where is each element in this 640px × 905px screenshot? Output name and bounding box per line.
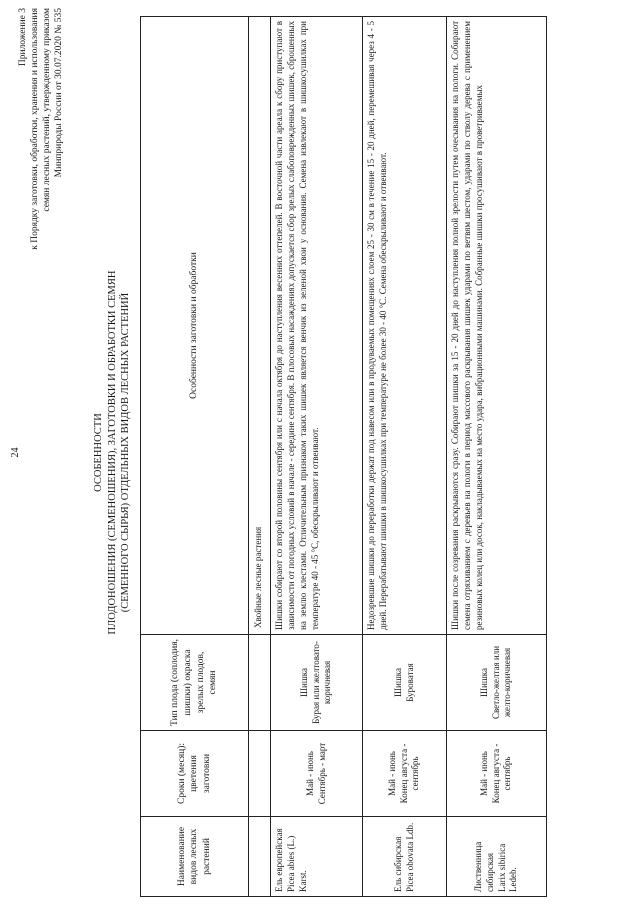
- species-table: [140, 16, 547, 897]
- species-name-line: Picea abies (L.): [285, 835, 296, 892]
- annex-line: Приложение 3: [18, 8, 28, 67]
- header-fruit: Тип плода (соплодия, шишки) окраска зрелых плодов, семян: [141, 635, 249, 731]
- terms-cell: [271, 731, 363, 817]
- section-empty: [249, 635, 271, 731]
- section-title: Хвойные лесные растения: [249, 17, 271, 635]
- harvest-term: Конец августа - сентябрь: [490, 743, 513, 804]
- fruit-type: Шишка: [392, 667, 403, 698]
- fruit-color: Светло-желтая или желто-коричневая: [490, 645, 513, 720]
- species-name-line: Лиственница: [472, 841, 483, 892]
- header-terms: Сроки (месяц): цветения заготовки: [141, 731, 249, 817]
- species-name: [271, 817, 363, 897]
- notes-cell: Недозревшие шишки до переработки держат под навесом или в продуваемых помещениях слоем 25 - 30 см в течение 15 - 20 дней, перемешивая через 4 - 5 дней. Перерабатывают шишки в шишкосушилках при температуре не более 30 - 40 °С. Семена обескрыливают и отвеивают.: [363, 17, 447, 635]
- species-name-line: сибирская: [484, 852, 495, 892]
- table-header-row: [141, 17, 249, 897]
- table-row: [363, 17, 447, 897]
- harvest-term: Сентябрь - март: [316, 742, 327, 805]
- species-name-line: Ель сибирская: [392, 836, 403, 892]
- section-empty: [249, 817, 271, 897]
- table-row: [447, 17, 547, 897]
- fruit-type: Шишка: [478, 667, 489, 698]
- species-name-line: Karst.: [297, 870, 308, 892]
- annex-line: семян лесных растений, утвержденному приказом: [41, 8, 52, 212]
- header-notes: Особенности заготовки и обработки: [141, 17, 249, 635]
- fruit-cell: [363, 635, 447, 731]
- species-name-line: Picea obovata Ldb.: [404, 822, 415, 892]
- fruit-color: Бурая или желтовато-коричневая: [310, 641, 333, 724]
- species-name-line: Ель европейская: [274, 828, 284, 892]
- annex-block: [18, 8, 66, 308]
- notes-cell: Шишки после созревания раскрываются сразу. Собирают шишки за 15 - 20 дней до наступления полной зрелости путем очесывания на пологи. Собирают семена отряхиванием с деревьев на пологи в период массового раскрывания шишек ударами по ветвям шестом, ударами по стволу дерева с применением резиновых колец или досок, накладываемых на место удара, вибрационными машинами. Собранные шишки просушивают в проветриваемых: [447, 17, 547, 635]
- fruit-cell: [447, 635, 547, 731]
- annex-line: к Порядку заготовки, обработки, хранения и использования: [29, 8, 40, 250]
- flowering-term: Май - июнь: [386, 751, 397, 796]
- table-row: [271, 17, 363, 897]
- title-line: ПЛОДОНОШЕНИЯ (СЕМЕНОШЕНИЯ), ЗАГОТОВКИ И ОБРАБОТКИ СЕМЯН: [106, 270, 118, 635]
- terms-cell: [447, 731, 547, 817]
- fruit-cell: [271, 635, 363, 731]
- species-name-line: Larix sibirica Ledeb.: [496, 843, 519, 892]
- section-empty: [249, 731, 271, 817]
- terms-cell: [363, 731, 447, 817]
- fruit-color: Буроватая: [404, 663, 415, 702]
- species-name: [447, 817, 547, 897]
- flowering-term: Май - июнь: [304, 751, 315, 796]
- notes-cell: Шишки собирают со второй половины сентября или с начала октября до наступления весенних оттепелей. В восточной части ареала к сбору приступают в зависимости от погодных условий в начале - середине сентября. В плосовых насаждениях допускается сбор зрелых слабоповрежденных шишек, сброшенных на землю клестами. Отличительным признаком таких шишек является венчик из зеленой хвои у основания. Семена извлекают в шишкосушилках при температуре 40 - 45 °С, обескрыливают и отвеивают.: [271, 17, 363, 635]
- harvest-term: Конец августа - сентябрь: [398, 743, 421, 804]
- page-number: 24: [10, 447, 21, 458]
- section-row: [249, 17, 271, 897]
- annex-line: Минприроды России от 30.07.2020 № 535: [53, 8, 64, 178]
- fruit-type: Шишка: [298, 667, 309, 698]
- flowering-term: Май - июнь: [478, 751, 489, 796]
- document-title: [92, 0, 133, 905]
- title-line: (СЕМЕННОГО СЫРЬЯ) ОТДЕЛЬНЫХ ВИДОВ ЛЕСНЫХ РАСТЕНИЙ: [120, 292, 132, 613]
- species-name: [363, 817, 447, 897]
- title-line: ОСОБЕННОСТИ: [93, 413, 104, 492]
- header-species: Наименование видов лесных растений: [141, 817, 249, 897]
